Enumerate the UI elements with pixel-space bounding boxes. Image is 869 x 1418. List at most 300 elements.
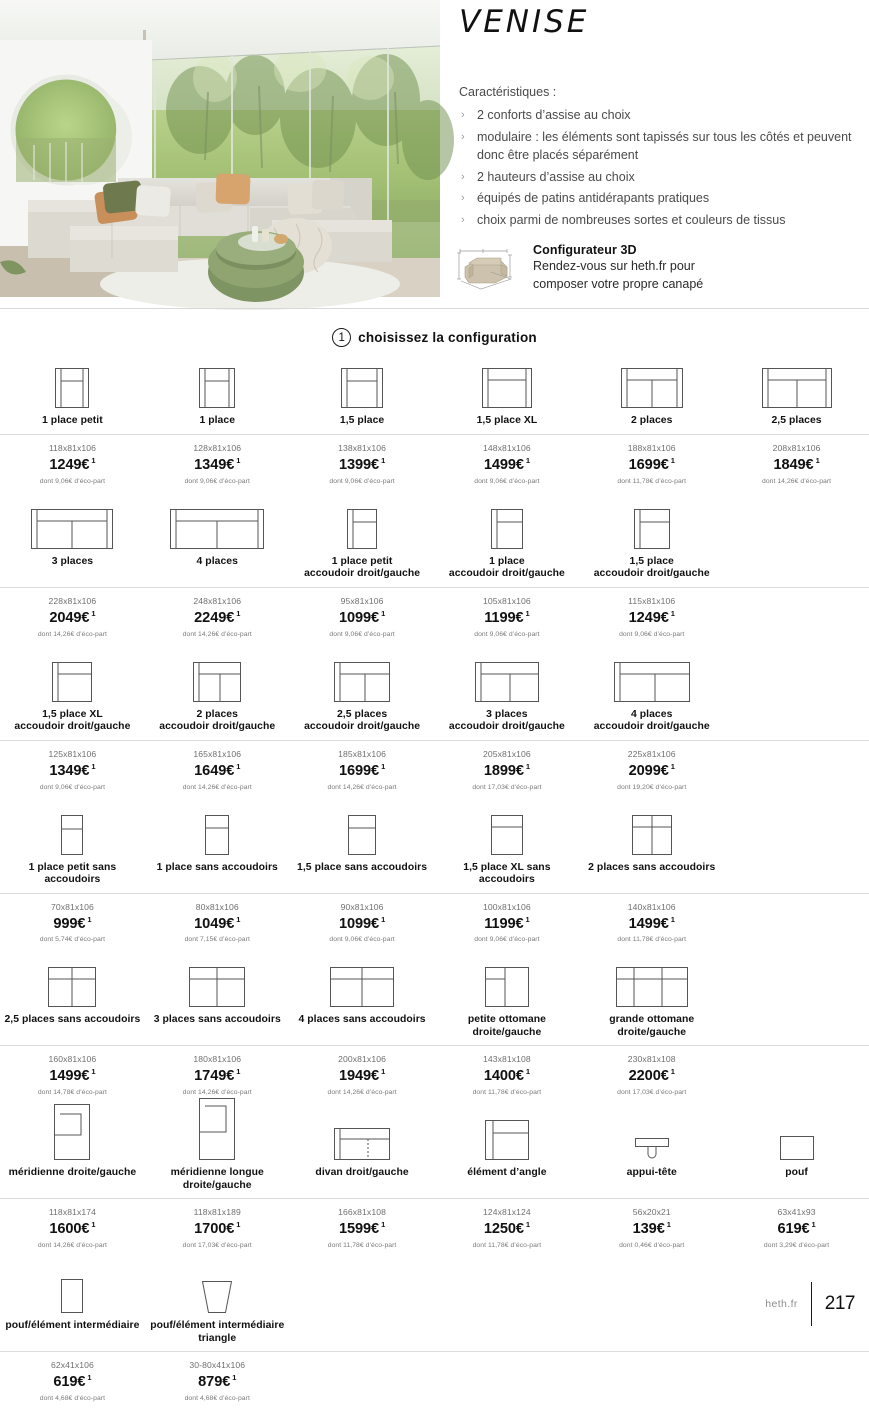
product-price-cell xyxy=(579,741,724,791)
product-eco-tax: dont 19,20€ d’éco-part xyxy=(617,783,687,791)
empty-cell xyxy=(434,1265,579,1345)
product-cell[interactable] xyxy=(145,654,290,734)
product-name: pouf/élément intermédiaire triangle xyxy=(150,1320,285,1344)
product-eco-tax: dont 9,06€ d’éco-part xyxy=(329,477,395,485)
empty-cell xyxy=(724,1352,869,1402)
product-price-cell xyxy=(0,741,145,791)
product-price: 139€ $^1$ xyxy=(632,1220,671,1238)
empty-cell xyxy=(579,1265,724,1345)
product-dimensions: 200x81x106 xyxy=(338,1054,386,1065)
spacer-label xyxy=(791,1014,802,1027)
spacer-label xyxy=(357,1320,368,1333)
product-name: 1,5 place XL xyxy=(476,415,538,426)
product-grid xyxy=(0,360,869,1418)
product-dimensions: 62x41x106 xyxy=(50,1360,94,1371)
product-cell[interactable] xyxy=(290,959,435,1039)
product-eco-tax: dont 11,78€ d’éco-part xyxy=(327,1242,397,1250)
arm-one-side-4-icon xyxy=(614,654,690,702)
empty-cell xyxy=(724,807,869,887)
product-price-cell xyxy=(724,1199,869,1249)
product-eco-tax: dont 4,68€ d’éco-part xyxy=(39,1395,106,1403)
price-footnote-marker: 1 xyxy=(232,1373,237,1383)
price-footnote-marker: 1 xyxy=(670,1067,675,1077)
product-price: 1699€ $^1$ xyxy=(338,761,386,779)
product-dimensions: 124x81x124 xyxy=(482,1207,531,1218)
product-cell[interactable] xyxy=(0,654,145,734)
ottoman-large-icon xyxy=(616,959,688,1007)
price-footnote-marker: 1 xyxy=(670,608,675,618)
product-dimensions: 165x81x106 xyxy=(193,748,242,759)
product-price: 1699€ $^1$ xyxy=(628,456,675,473)
noarm-25-icon xyxy=(48,959,96,1007)
empty-cell xyxy=(724,501,869,581)
product-name: 2 places sans accoudoirs xyxy=(588,861,716,873)
product-eco-tax: dont 9,06€ d’éco-part xyxy=(39,477,106,485)
product-cell[interactable] xyxy=(0,807,145,887)
product-dimensions: 208x81x106 xyxy=(772,443,821,453)
price-footnote-marker: 1 xyxy=(87,914,92,924)
product-name: 1 place sans accoudoirs xyxy=(156,861,278,873)
product-name: 1,5 place sans accoudoirs xyxy=(297,861,428,873)
arm-one-side-3-icon xyxy=(475,654,539,702)
product-row-icons xyxy=(0,1112,869,1192)
product-eco-tax: dont 9,06€ d’éco-part xyxy=(39,783,106,791)
meridienne-longue-icon xyxy=(199,1112,235,1160)
price-footnote-marker: 1 xyxy=(381,456,386,465)
price-footnote-marker: 1 xyxy=(670,761,675,771)
product-cell[interactable] xyxy=(579,959,724,1039)
product-name: 3 places sans accoudoirs xyxy=(153,1014,281,1026)
spacer-label xyxy=(791,862,802,875)
hero-section xyxy=(0,0,869,305)
price-footnote-marker: 1 xyxy=(525,1220,530,1230)
product-row xyxy=(0,959,869,1112)
configurator-3d-block[interactable] xyxy=(455,243,703,293)
product-price: 1199€ $^1$ xyxy=(484,914,530,932)
feature-text: équipés de patins antidérapants pratiques xyxy=(477,191,710,205)
product-cell[interactable] xyxy=(145,959,290,1039)
product-cell[interactable] xyxy=(290,807,435,887)
product-cell[interactable] xyxy=(434,807,579,887)
product-eco-tax: dont 9,06€ d’éco-part xyxy=(329,630,395,638)
product-eco-tax: dont 14,26€ d’éco-part xyxy=(182,630,252,638)
product-eco-tax: dont 17,03€ d’éco-part xyxy=(472,783,542,791)
product-eco-tax: dont 14,26€ d’éco-part xyxy=(37,630,107,638)
features-intro: Caractéristiques : xyxy=(459,85,557,99)
product-dimensions: 140x81x106 xyxy=(627,901,676,912)
product-name: 1,5 place accoudoir droit/gauche xyxy=(593,555,710,580)
footer-divider xyxy=(811,1282,812,1326)
spacer-label xyxy=(791,709,802,722)
list-item xyxy=(459,106,859,125)
product-price-cell xyxy=(145,588,290,638)
product-cell[interactable] xyxy=(0,1112,145,1192)
product-eco-tax: dont 14,26€ d’éco-part xyxy=(327,783,397,791)
price-footnote-marker: 1 xyxy=(525,608,530,618)
noarm-2-icon xyxy=(632,807,672,855)
page-title: VENISE xyxy=(459,4,590,40)
product-cell[interactable] xyxy=(724,360,869,428)
product-price: 1599€ $^1$ xyxy=(338,1220,386,1238)
ottoman-small-icon xyxy=(485,959,529,1007)
configurator-title: Configurateur 3D xyxy=(533,243,637,257)
page-number: 217 xyxy=(824,1293,855,1314)
product-price-cell xyxy=(434,1046,579,1096)
product-price: 1649€ $^1$ xyxy=(194,761,241,779)
product-dimensions: 105x81x106 xyxy=(482,595,531,606)
product-row xyxy=(0,1265,869,1418)
product-price: 1899€ $^1$ xyxy=(483,761,530,779)
product-price: 1249€ $^1$ xyxy=(628,608,675,626)
list-item xyxy=(459,168,859,187)
product-eco-tax: dont 9,06€ d’éco-part xyxy=(184,477,250,485)
product-row xyxy=(0,501,869,654)
product-price: 879€ $^1$ xyxy=(198,1373,237,1391)
product-price-cell xyxy=(434,894,579,944)
product-dimensions: 166x81x108 xyxy=(338,1207,386,1218)
product-dimensions: 148x81x106 xyxy=(482,443,531,453)
price-footnote-marker: 1 xyxy=(87,1373,92,1383)
product-cell[interactable] xyxy=(145,1112,290,1192)
sofa-4-icon xyxy=(170,501,264,549)
row-spacer xyxy=(0,485,869,501)
product-eco-tax: dont 14,26€ d’éco-part xyxy=(182,783,252,791)
product-cell[interactable] xyxy=(290,654,435,734)
product-name: 1,5 place XL accoudoir droit/gauche xyxy=(14,708,131,733)
price-footnote-marker: 1 xyxy=(525,761,530,771)
empty-cell xyxy=(290,1352,435,1402)
product-dimensions: 138x81x106 xyxy=(338,443,386,453)
product-price: 1049€ $^1$ xyxy=(194,914,241,932)
product-price-cell xyxy=(579,1199,724,1249)
product-price-cell xyxy=(290,894,435,944)
sofa-3-icon xyxy=(31,501,113,549)
product-price-cell xyxy=(0,1352,145,1402)
hero-divider xyxy=(0,308,869,309)
product-price-cell xyxy=(579,894,724,944)
product-eco-tax: dont 11,78€ d’éco-part xyxy=(617,477,687,485)
pouf-triangle-icon xyxy=(198,1265,236,1313)
product-row-details xyxy=(0,1352,869,1402)
arm-one-side-icon xyxy=(491,501,523,549)
product-eco-tax: dont 14,26€ d’éco-part xyxy=(182,1089,252,1097)
product-dimensions: 118x81x189 xyxy=(193,1207,241,1218)
product-price-cell xyxy=(290,741,435,791)
empty-cell xyxy=(724,1046,869,1096)
product-price: 1099€ $^1$ xyxy=(338,608,386,626)
product-eco-tax: dont 11,78€ d’éco-part xyxy=(472,1089,542,1097)
product-name: méridienne longue droite/gauche xyxy=(170,1167,264,1191)
product-eco-tax: dont 9,06€ d’éco-part xyxy=(474,630,540,638)
chevron-right-icon: › xyxy=(461,109,465,121)
product-eco-tax: dont 17,03€ d’éco-part xyxy=(182,1242,252,1250)
product-eco-tax: dont 9,06€ d’éco-part xyxy=(474,936,540,944)
product-name: 2,5 places sans accoudoirs xyxy=(4,1014,141,1026)
product-cell[interactable] xyxy=(145,360,290,428)
row-spacer xyxy=(0,791,869,807)
product-cell[interactable] xyxy=(434,501,579,581)
product-price: 1600€ $^1$ xyxy=(49,1220,96,1238)
product-name: 4 places accoudoir droit/gauche xyxy=(593,708,710,733)
product-dimensions: 128x81x106 xyxy=(193,443,242,453)
product-name: 1 place petit sans accoudoirs xyxy=(28,861,117,886)
product-price: 2049€ $^1$ xyxy=(49,608,96,626)
list-item xyxy=(459,128,859,165)
product-eco-tax: dont 9,06€ d’éco-part xyxy=(329,936,395,944)
empty-cell xyxy=(724,654,869,734)
empty-cell xyxy=(290,1265,435,1345)
hero-photo-living-room xyxy=(0,0,440,297)
product-price-cell xyxy=(145,741,290,791)
product-eco-tax: dont 9,06€ d’éco-part xyxy=(619,630,685,638)
empty-cell xyxy=(724,741,869,791)
product-name: divan droit/gauche xyxy=(315,1167,409,1179)
feature-text: 2 conforts d’assise au choix xyxy=(477,108,631,122)
product-price: 1199€ $^1$ xyxy=(484,608,530,626)
product-cell[interactable] xyxy=(579,1112,724,1192)
product-name: 4 places sans accoudoirs xyxy=(298,1014,426,1026)
product-cell[interactable] xyxy=(724,1112,869,1192)
product-price: 1249€ $^1$ xyxy=(49,456,96,473)
product-price: 2249€ $^1$ xyxy=(194,608,241,626)
product-price: 1949€ $^1$ xyxy=(338,1067,386,1085)
corner-icon xyxy=(485,1112,529,1160)
product-eco-tax: dont 14,78€ d’éco-part xyxy=(37,1089,107,1097)
product-cell[interactable] xyxy=(434,959,579,1039)
product-price: 1499€ $^1$ xyxy=(628,914,675,932)
price-footnote-marker: 1 xyxy=(811,1220,816,1230)
product-name: 4 places xyxy=(196,555,238,567)
price-footnote-marker: 1 xyxy=(91,608,96,618)
product-name: 2,5 places accoudoir droit/gauche xyxy=(304,708,421,733)
product-row-icons xyxy=(0,501,869,581)
product-row-details xyxy=(0,435,869,485)
product-price: 1250€ $^1$ xyxy=(483,1220,530,1238)
product-name: 1 place petit accoudoir droit/gauche xyxy=(304,555,421,580)
product-row xyxy=(0,1112,869,1265)
row-spacer xyxy=(0,1096,869,1112)
feature-text: 2 hauteurs d’assise au choix xyxy=(477,169,635,184)
product-name: 2 places accoudoir droit/gauche xyxy=(159,708,276,733)
noarm-15-icon xyxy=(348,807,376,855)
step-heading xyxy=(0,328,869,347)
price-footnote-marker: 1 xyxy=(381,761,386,771)
list-item xyxy=(459,211,859,230)
product-cell[interactable] xyxy=(145,501,290,581)
product-cell[interactable] xyxy=(290,360,435,428)
empty-cell xyxy=(724,588,869,638)
product-price-cell xyxy=(290,1199,435,1249)
arm-one-side-25-icon xyxy=(334,654,390,702)
product-name: 2,5 places xyxy=(771,415,822,426)
price-footnote-marker: 1 xyxy=(91,761,96,771)
price-footnote-marker: 1 xyxy=(525,1067,530,1077)
product-cell[interactable] xyxy=(0,360,145,428)
product-row xyxy=(0,654,869,807)
price-footnote-marker: 1 xyxy=(670,914,675,924)
price-footnote-marker: 1 xyxy=(236,1067,241,1077)
product-name: grande ottomane droite/gauche xyxy=(609,1014,695,1038)
product-price-cell xyxy=(145,894,290,944)
product-price-cell xyxy=(145,435,290,485)
product-dimensions: 160x81x106 xyxy=(48,1054,97,1065)
product-cell[interactable] xyxy=(290,1112,435,1192)
product-row-details xyxy=(0,894,869,944)
step-number-badge: 1 xyxy=(332,328,351,347)
product-price: 1399€ $^1$ xyxy=(338,456,386,473)
product-dimensions: 56x20x21 xyxy=(632,1207,671,1218)
product-cell[interactable] xyxy=(145,1265,290,1345)
seat-1-5-icon xyxy=(341,360,383,408)
noarm-1-icon xyxy=(205,807,229,855)
product-price: 1349€ $^1$ xyxy=(49,761,96,779)
product-price: 1400€ $^1$ xyxy=(483,1067,530,1085)
product-dimensions: 80x81x106 xyxy=(195,901,239,912)
armchair-icon xyxy=(199,360,235,408)
price-footnote-marker: 1 xyxy=(525,456,530,465)
product-price-cell xyxy=(434,588,579,638)
product-row-icons xyxy=(0,959,869,1039)
product-cell[interactable] xyxy=(579,501,724,581)
product-dimensions: 185x81x106 xyxy=(338,748,386,759)
product-dimensions: 70x81x106 xyxy=(50,901,94,912)
arm-one-side-small-icon xyxy=(347,501,377,549)
product-price-cell xyxy=(434,741,579,791)
product-name: 3 places xyxy=(51,555,94,567)
row-spacer xyxy=(0,1249,869,1265)
page-footer xyxy=(765,1282,855,1326)
product-cell[interactable] xyxy=(0,959,145,1039)
product-dimensions: 100x81x106 xyxy=(482,901,531,912)
product-price-cell xyxy=(579,435,724,485)
seat-1-5-xl-icon xyxy=(482,360,532,408)
product-price-cell xyxy=(145,1352,290,1402)
meridienne-icon xyxy=(54,1112,90,1160)
product-dimensions: 63x41x93 xyxy=(777,1207,816,1218)
product-dimensions: 30-80x41x106 xyxy=(189,1360,246,1371)
spacer-label xyxy=(501,1320,512,1333)
product-cell[interactable] xyxy=(145,807,290,887)
product-name: 1,5 place XL sans accoudoirs xyxy=(463,861,551,886)
product-cell[interactable] xyxy=(434,1112,579,1192)
product-eco-tax: dont 0,46€ d’éco-part xyxy=(619,1242,685,1250)
product-dimensions: 225x81x106 xyxy=(627,748,676,759)
product-eco-tax: dont 14,26€ d’éco-part xyxy=(37,1242,107,1250)
product-cell[interactable] xyxy=(434,654,579,734)
product-price-cell xyxy=(0,435,145,485)
product-eco-tax: dont 14,26€ d’éco-part xyxy=(761,477,832,485)
list-item xyxy=(459,189,859,208)
price-footnote-marker: 1 xyxy=(236,1220,241,1230)
product-dimensions: 228x81x106 xyxy=(48,595,97,606)
product-name: pouf/élément intermédiaire xyxy=(5,1320,140,1332)
feature-text: modulaire : les éléments sont tapissés sur tous les côtés et peuvent donc être placés séparément xyxy=(477,129,852,162)
product-eco-tax: dont 11,78€ d’éco-part xyxy=(472,1242,542,1250)
product-cell[interactable] xyxy=(290,501,435,581)
product-row-details xyxy=(0,588,869,638)
product-price-cell xyxy=(0,1199,145,1249)
price-footnote-marker: 1 xyxy=(91,1067,96,1077)
product-row-icons xyxy=(0,360,869,428)
pouf-inter-icon xyxy=(61,1265,83,1313)
product-price-cell xyxy=(290,588,435,638)
product-cell[interactable] xyxy=(579,807,724,887)
spacer-label xyxy=(791,556,802,569)
product-price: 1749€ $^1$ xyxy=(194,1067,241,1085)
sofa-2-icon xyxy=(621,360,683,408)
product-name: appui-tête xyxy=(626,1167,677,1179)
arm-one-side-15-icon xyxy=(634,501,670,549)
price-footnote-marker: 1 xyxy=(381,608,386,618)
product-cell[interactable] xyxy=(0,1265,145,1345)
product-cell[interactable] xyxy=(579,654,724,734)
product-price: 1499€ $^1$ xyxy=(483,456,530,473)
price-footnote-marker: 1 xyxy=(236,608,241,618)
product-eco-tax: dont 11,78€ d’éco-part xyxy=(617,936,687,944)
product-cell[interactable] xyxy=(579,360,724,428)
product-price-cell xyxy=(0,588,145,638)
empty-cell xyxy=(724,894,869,944)
noarm-15xl-icon xyxy=(491,807,523,855)
sofa-2-5-icon xyxy=(762,360,832,408)
product-dimensions: 118x81x106 xyxy=(48,443,97,453)
noarm-4-icon xyxy=(330,959,394,1007)
product-dimensions: 115x81x106 xyxy=(628,595,676,606)
product-row-details xyxy=(0,741,869,791)
row-spacer xyxy=(0,943,869,959)
noarm-3-icon xyxy=(189,959,245,1007)
product-name: 3 places accoudoir droit/gauche xyxy=(448,708,565,733)
product-dimensions: 95x81x106 xyxy=(340,595,384,606)
product-price-cell xyxy=(145,1046,290,1096)
product-name: méridienne droite/gauche xyxy=(8,1167,137,1179)
chevron-right-icon: › xyxy=(461,192,465,204)
price-footnote-marker: 1 xyxy=(670,456,675,465)
product-cell[interactable] xyxy=(0,501,145,581)
configurator-line-1: Rendez-vous sur heth.fr pour xyxy=(533,259,695,273)
product-cell[interactable] xyxy=(434,360,579,428)
product-dimensions: 118x81x174 xyxy=(48,1207,97,1218)
product-price: 1700€ $^1$ xyxy=(194,1220,241,1238)
product-row-details xyxy=(0,1199,869,1249)
product-price: 999€ $^1$ xyxy=(53,914,92,932)
price-footnote-marker: 1 xyxy=(525,914,530,924)
product-dimensions: 143x81x108 xyxy=(482,1054,531,1065)
product-price: 619€ $^1$ xyxy=(53,1373,92,1391)
chevron-right-icon: › xyxy=(461,170,465,183)
product-row-icons xyxy=(0,1265,869,1345)
armchair-small-icon xyxy=(55,360,89,408)
product-name: 2 places xyxy=(631,415,673,426)
product-eco-tax: dont 9,06€ d’éco-part xyxy=(474,477,540,485)
product-price-cell xyxy=(145,1199,290,1249)
product-row xyxy=(0,807,869,960)
product-dimensions: 125x81x106 xyxy=(48,748,97,759)
product-eco-tax: dont 7,15€ d’éco-part xyxy=(184,936,250,944)
product-eco-tax: dont 4,68€ d’éco-part xyxy=(184,1395,250,1403)
arm-one-side-15xl-icon xyxy=(52,654,92,702)
price-footnote-marker: 1 xyxy=(236,761,241,771)
chevron-right-icon: › xyxy=(461,130,465,143)
arm-one-side-2-icon xyxy=(193,654,241,702)
product-row xyxy=(0,360,869,501)
product-eco-tax: dont 14,26€ d’éco-part xyxy=(327,1089,397,1097)
product-name: pouf xyxy=(785,1167,808,1179)
chevron-right-icon: › xyxy=(461,213,465,226)
price-footnote-marker: 1 xyxy=(236,914,241,924)
step-label: choisissez la configuration xyxy=(358,330,537,345)
spacer-label xyxy=(646,1320,657,1333)
